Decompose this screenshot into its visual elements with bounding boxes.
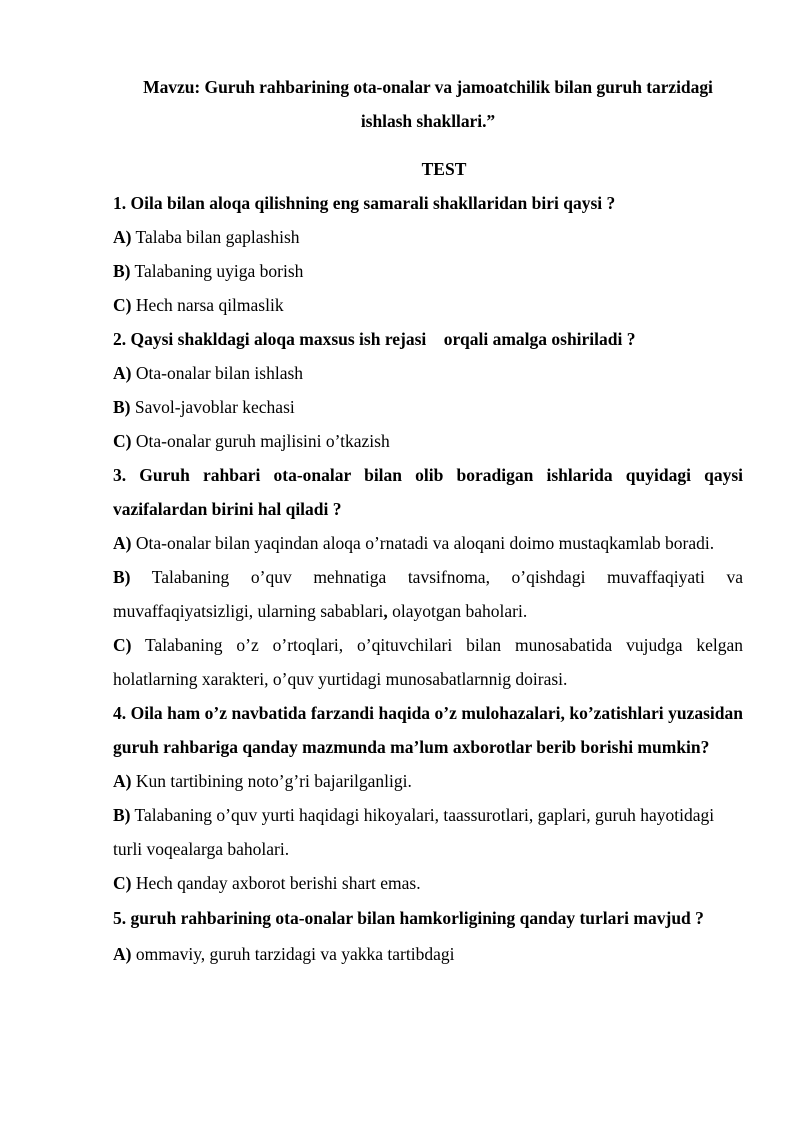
- question-5-option-a: [113, 937, 743, 971]
- question-1: 1. Oila bilan aloqa qilishning eng samarali shakllaridan biri qaysi ?: [113, 193, 616, 213]
- option-text: Hech narsa qilmaslik: [131, 295, 284, 315]
- option-text: Talabaning uyiga borish: [130, 261, 304, 281]
- option-label: A): [113, 227, 132, 247]
- option-text: Talabaning o’quv mehnatiga tavsifnoma, o’qishdagi muvaffaqiyati va muvaffaqiyatsizligi, ularning sabablari: [113, 567, 743, 621]
- question-2-option-b: [113, 390, 743, 424]
- question-2-option-a: [113, 356, 743, 390]
- question-3-option-a: [113, 526, 743, 560]
- option-text: Ota-onalar guruh majlisini o’tkazish: [131, 431, 390, 451]
- option-text: ommaviy, guruh tarzidagi va yakka tartibdagi: [131, 944, 455, 964]
- question-4: 4. Oila ham o’z navbatida farzandi haqida o’z mulohazalari, ko’zatishlari yuzasidan guruh rahbariga qanday mazmunda ma’lum axborotlar berib borishi mumkin?: [113, 703, 743, 757]
- option-label: A): [113, 533, 132, 553]
- document-content: [113, 70, 743, 971]
- test-heading: [113, 138, 743, 186]
- question-1-option-b: [113, 254, 743, 288]
- question-3-option-b: [113, 560, 743, 628]
- question-4-option-b: [113, 798, 743, 866]
- option-label: B): [113, 567, 131, 587]
- document-title-line-1: Mavzu: Guruh rahbarining ota-onalar va jamoatchilik bilan guruh tarzidagi: [143, 77, 713, 97]
- question-1-option-c: [113, 288, 743, 322]
- question-4-option-a: [113, 764, 743, 798]
- option-label: A): [113, 944, 132, 964]
- option-text: Ota-onalar bilan ishlash: [131, 363, 304, 383]
- spacer: [113, 930, 743, 937]
- option-text: Ota-onalar bilan yaqindan aloqa o’rnatadi va aloqani doimo mustaqkamlab boradi.: [131, 533, 715, 553]
- option-label: B): [113, 805, 131, 825]
- option-text: Talabaning o’z o’rtoqlari, o’qituvchilari bilan munosabatida vujudga kelgan holatlarning xarakteri, o’quv yurtidagi munosabatlarnnig doirasi.: [113, 635, 743, 689]
- document-title: [113, 70, 743, 138]
- option-label: A): [113, 771, 132, 791]
- option-label: C): [113, 295, 132, 315]
- option-text: Talabaning o’quv yurti haqidagi hikoyalari, taassurotlari, gaplari, guruh hayotidagi turli voqealarga baholari.: [113, 805, 715, 859]
- question-3: 3. Guruh rahbari ota-onalar bilan olib boradigan ishlarida quyidagi qaysi vazifalardan birini hal qiladi ?: [113, 465, 743, 519]
- option-text: Hech qanday axborot berishi shart emas.: [131, 873, 421, 893]
- document-title-line-2: ishlash shakllari.”: [360, 111, 496, 131]
- question-2: 2. Qaysi shakldagi aloqa maxsus ish rejasi orqali amalga oshiriladi ?: [113, 329, 636, 349]
- option-label: C): [113, 431, 132, 451]
- question-1-option-a: [113, 220, 743, 254]
- test-heading-label: TEST: [421, 159, 467, 179]
- option-text-tail: olayotgan baholari.: [387, 601, 528, 621]
- option-text: Kun tartibining noto’g’ri bajarilganligi.: [131, 771, 412, 791]
- option-label: C): [113, 873, 132, 893]
- option-text: Savol-javoblar kechasi: [130, 397, 295, 417]
- question-5: 5. guruh rahbarining ota-onalar bilan hamkorligining qanday turlari mavjud ?: [113, 908, 704, 928]
- option-text: Talaba bilan gaplashish: [131, 227, 300, 247]
- question-2-option-c: [113, 424, 743, 458]
- question-3-option-c: [113, 628, 743, 696]
- option-label: A): [113, 363, 132, 383]
- option-label: B): [113, 397, 131, 417]
- question-4-option-c: [113, 866, 743, 900]
- option-label: C): [113, 635, 132, 655]
- option-label: B): [113, 261, 131, 281]
- option-bold-comma: ,: [383, 601, 388, 621]
